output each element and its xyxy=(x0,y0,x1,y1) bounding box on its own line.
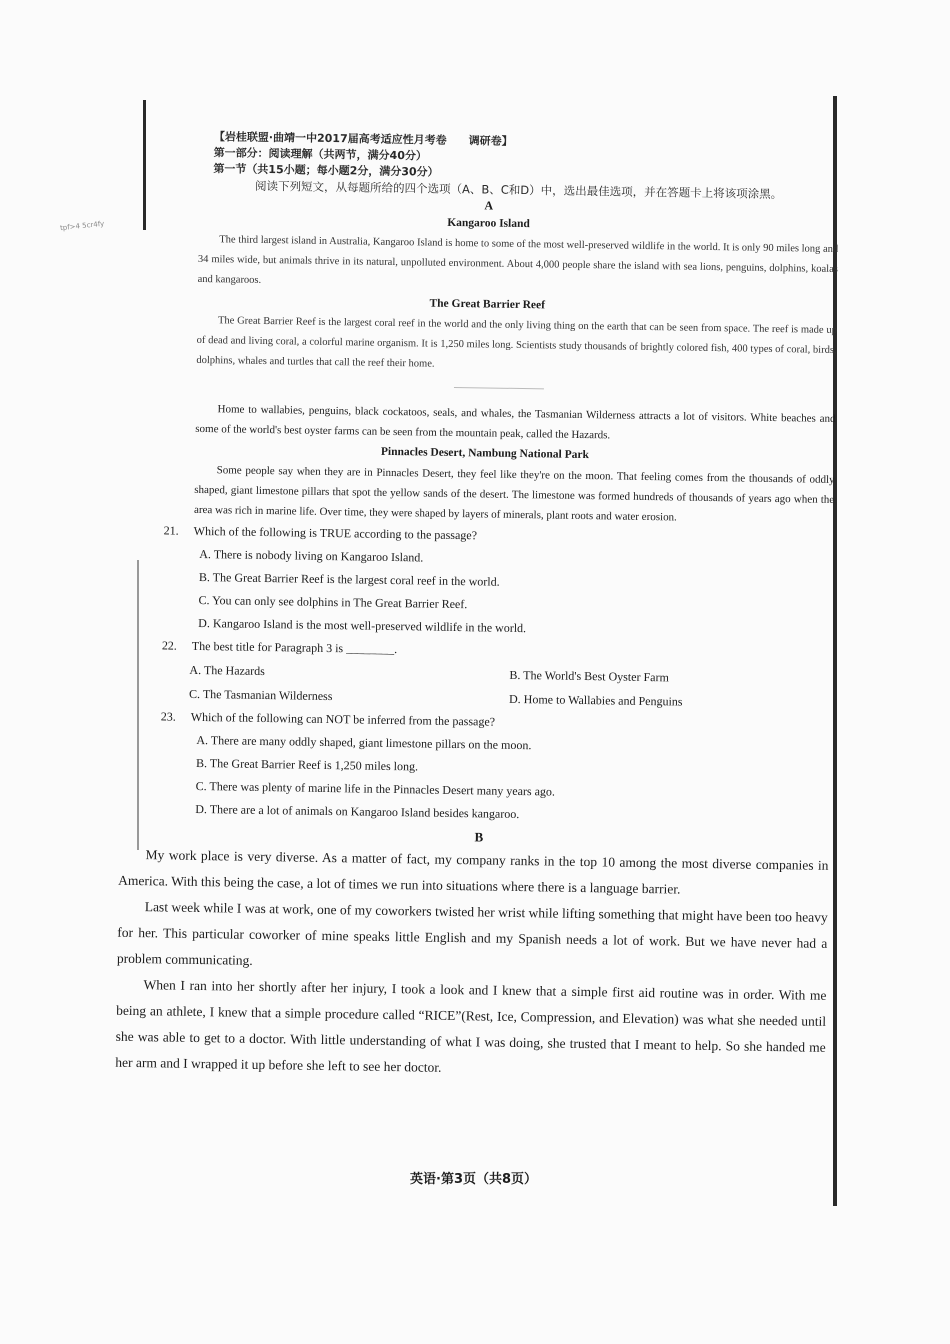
option-21a: A. There is nobody living on Kangaroo Island. xyxy=(199,546,424,565)
kangaroo-island-text: The third largest island in Australia, Kangaroo Island is home to some of the most well-preserved wildlife in the world. It is only 90 miles long and 34 miles wide, but animals thrive in its natural, unpolluted environment. About 4,000 people share the island with sea lions, penguins, dolphins, koalas and kangaroos. xyxy=(197,234,839,286)
option-22b: B. The World's Best Oyster Farm xyxy=(509,667,669,685)
question-number: 23. xyxy=(160,709,176,724)
option-23c: C. There was plenty of marine life in the Pinnacles Desert many years ago. xyxy=(195,778,556,799)
option-23d: D. There are a lot of animals on Kangaroo Island besides kangaroo. xyxy=(195,801,520,822)
tasmanian-text: Home to wallabies, penguins, black cockatoos, seals, and whales, the Tasmanian Wilderness attracts a lot of visitors. White beaches and some of the world's best oyster farms can be seen from the mountain peak, called the Hazards. xyxy=(195,403,836,442)
instructions: 阅读下列短文，从每题所给的四个选项（A、B、C和D）中，选出最佳选项，并在答题卡上将该项涂黑。 xyxy=(254,178,783,202)
question-stem: The best title for Paragraph 3 is ________. xyxy=(191,638,398,657)
section-heading: 第一节（共15小题；每小题2分，满分30分） xyxy=(213,162,439,179)
kangaroo-island-title: Kangaroo Island xyxy=(447,216,530,231)
question-number: 22. xyxy=(161,638,177,653)
section-b-paragraph-3: When I ran into her shortly after her injury, I took a look and I knew that a simple first aid routine was in order. With me being an athlete, I knew that a simple procedure called “RICE”(Rest, Ice, Compression, and Elevation) was what she needed until she was able to get to a doctor. With little understanding of what I was doing, she trusted that I meant to help. So she handed me her arm and I wrapped it up before she left to see her doctor. xyxy=(115,977,827,1075)
part-heading: 第一部分：阅读理解（共两节，满分40分） xyxy=(213,146,428,163)
pinnacles-title: Pinnacles Desert, Nambung National Park xyxy=(380,445,589,462)
section-b-paragraph-2: Last week while I was at work, one of my coworkers twisted her wrist while lifting something that might have been too heavy for her. This particular coworker of mine speaks little English and my Spanish needs a lot of work. But we have never had a problem communicating. xyxy=(116,899,828,968)
section-b-letter: B xyxy=(474,829,484,845)
option-23a: A. There are many oddly shaped, giant limestone pillars on the moon. xyxy=(196,732,532,753)
margin-scribble: tpf>4 5cr4fy xyxy=(59,219,105,233)
question-stem: Which of the following is TRUE according to the passage? xyxy=(193,523,478,543)
question-stem: Which of the following can NOT be inferred from the passage? xyxy=(190,709,496,729)
exam-header: 【岩桂联盟·曲靖一中2017届高考适应性月考卷 调研卷】 xyxy=(213,130,513,148)
pinnacles-text: Some people say when they are in Pinnacles Desert, they feel like they're on the moon. That feeling comes from the thousands of oddly shaped, giant limestone pillars that spot the yellow sands of the desert. The limestone was formed hundreds of thousands of years ago when the area was rich in marine life. Over time, they were shaped by layers of minerals, plant roots and water erosion. xyxy=(193,464,835,524)
question-number: 21. xyxy=(163,523,179,538)
page-footer: 英语·第3页（共8页） xyxy=(410,1172,538,1187)
gap-dash xyxy=(454,387,544,389)
option-21d: D. Kangaroo Island is the most well-preserved wildlife in the world. xyxy=(198,615,527,636)
option-23b: B. The Great Barrier Reef is 1,250 miles long. xyxy=(195,755,419,774)
great-barrier-reef-title: The Great Barrier Reef xyxy=(429,297,546,312)
section-b-paragraph-1: My work place is very diverse. As a matter of fact, my company ranks in the top 10 among the most diverse companies in America. With this being the case, a lot of times we run into situations where there is a language barrier. xyxy=(118,847,829,897)
option-22c: C. The Tasmanian Wilderness xyxy=(189,686,333,704)
option-22a: A. The Hazards xyxy=(189,662,266,679)
option-21b: B. The Great Barrier Reef is the largest coral reef in the world. xyxy=(198,569,500,589)
option-22d: D. Home to Wallabies and Penguins xyxy=(508,691,683,709)
exam-content xyxy=(115,128,840,1087)
option-21c: C. You can only see dolphins in The Great Barrier Reef. xyxy=(198,592,468,612)
section-a-letter: A xyxy=(484,198,494,213)
great-barrier-reef-text: The Great Barrier Reef is the largest coral reef in the world and the only living thing on the earth that can be seen from space. The reef is made up of dead and living coral, a colorful marine organism. It is 1,250 miles long. Scientists study thousands of brightly colored fish, 400 types of coral, birds, dolphins, whales and turtles that call the reef their home. xyxy=(196,315,837,370)
